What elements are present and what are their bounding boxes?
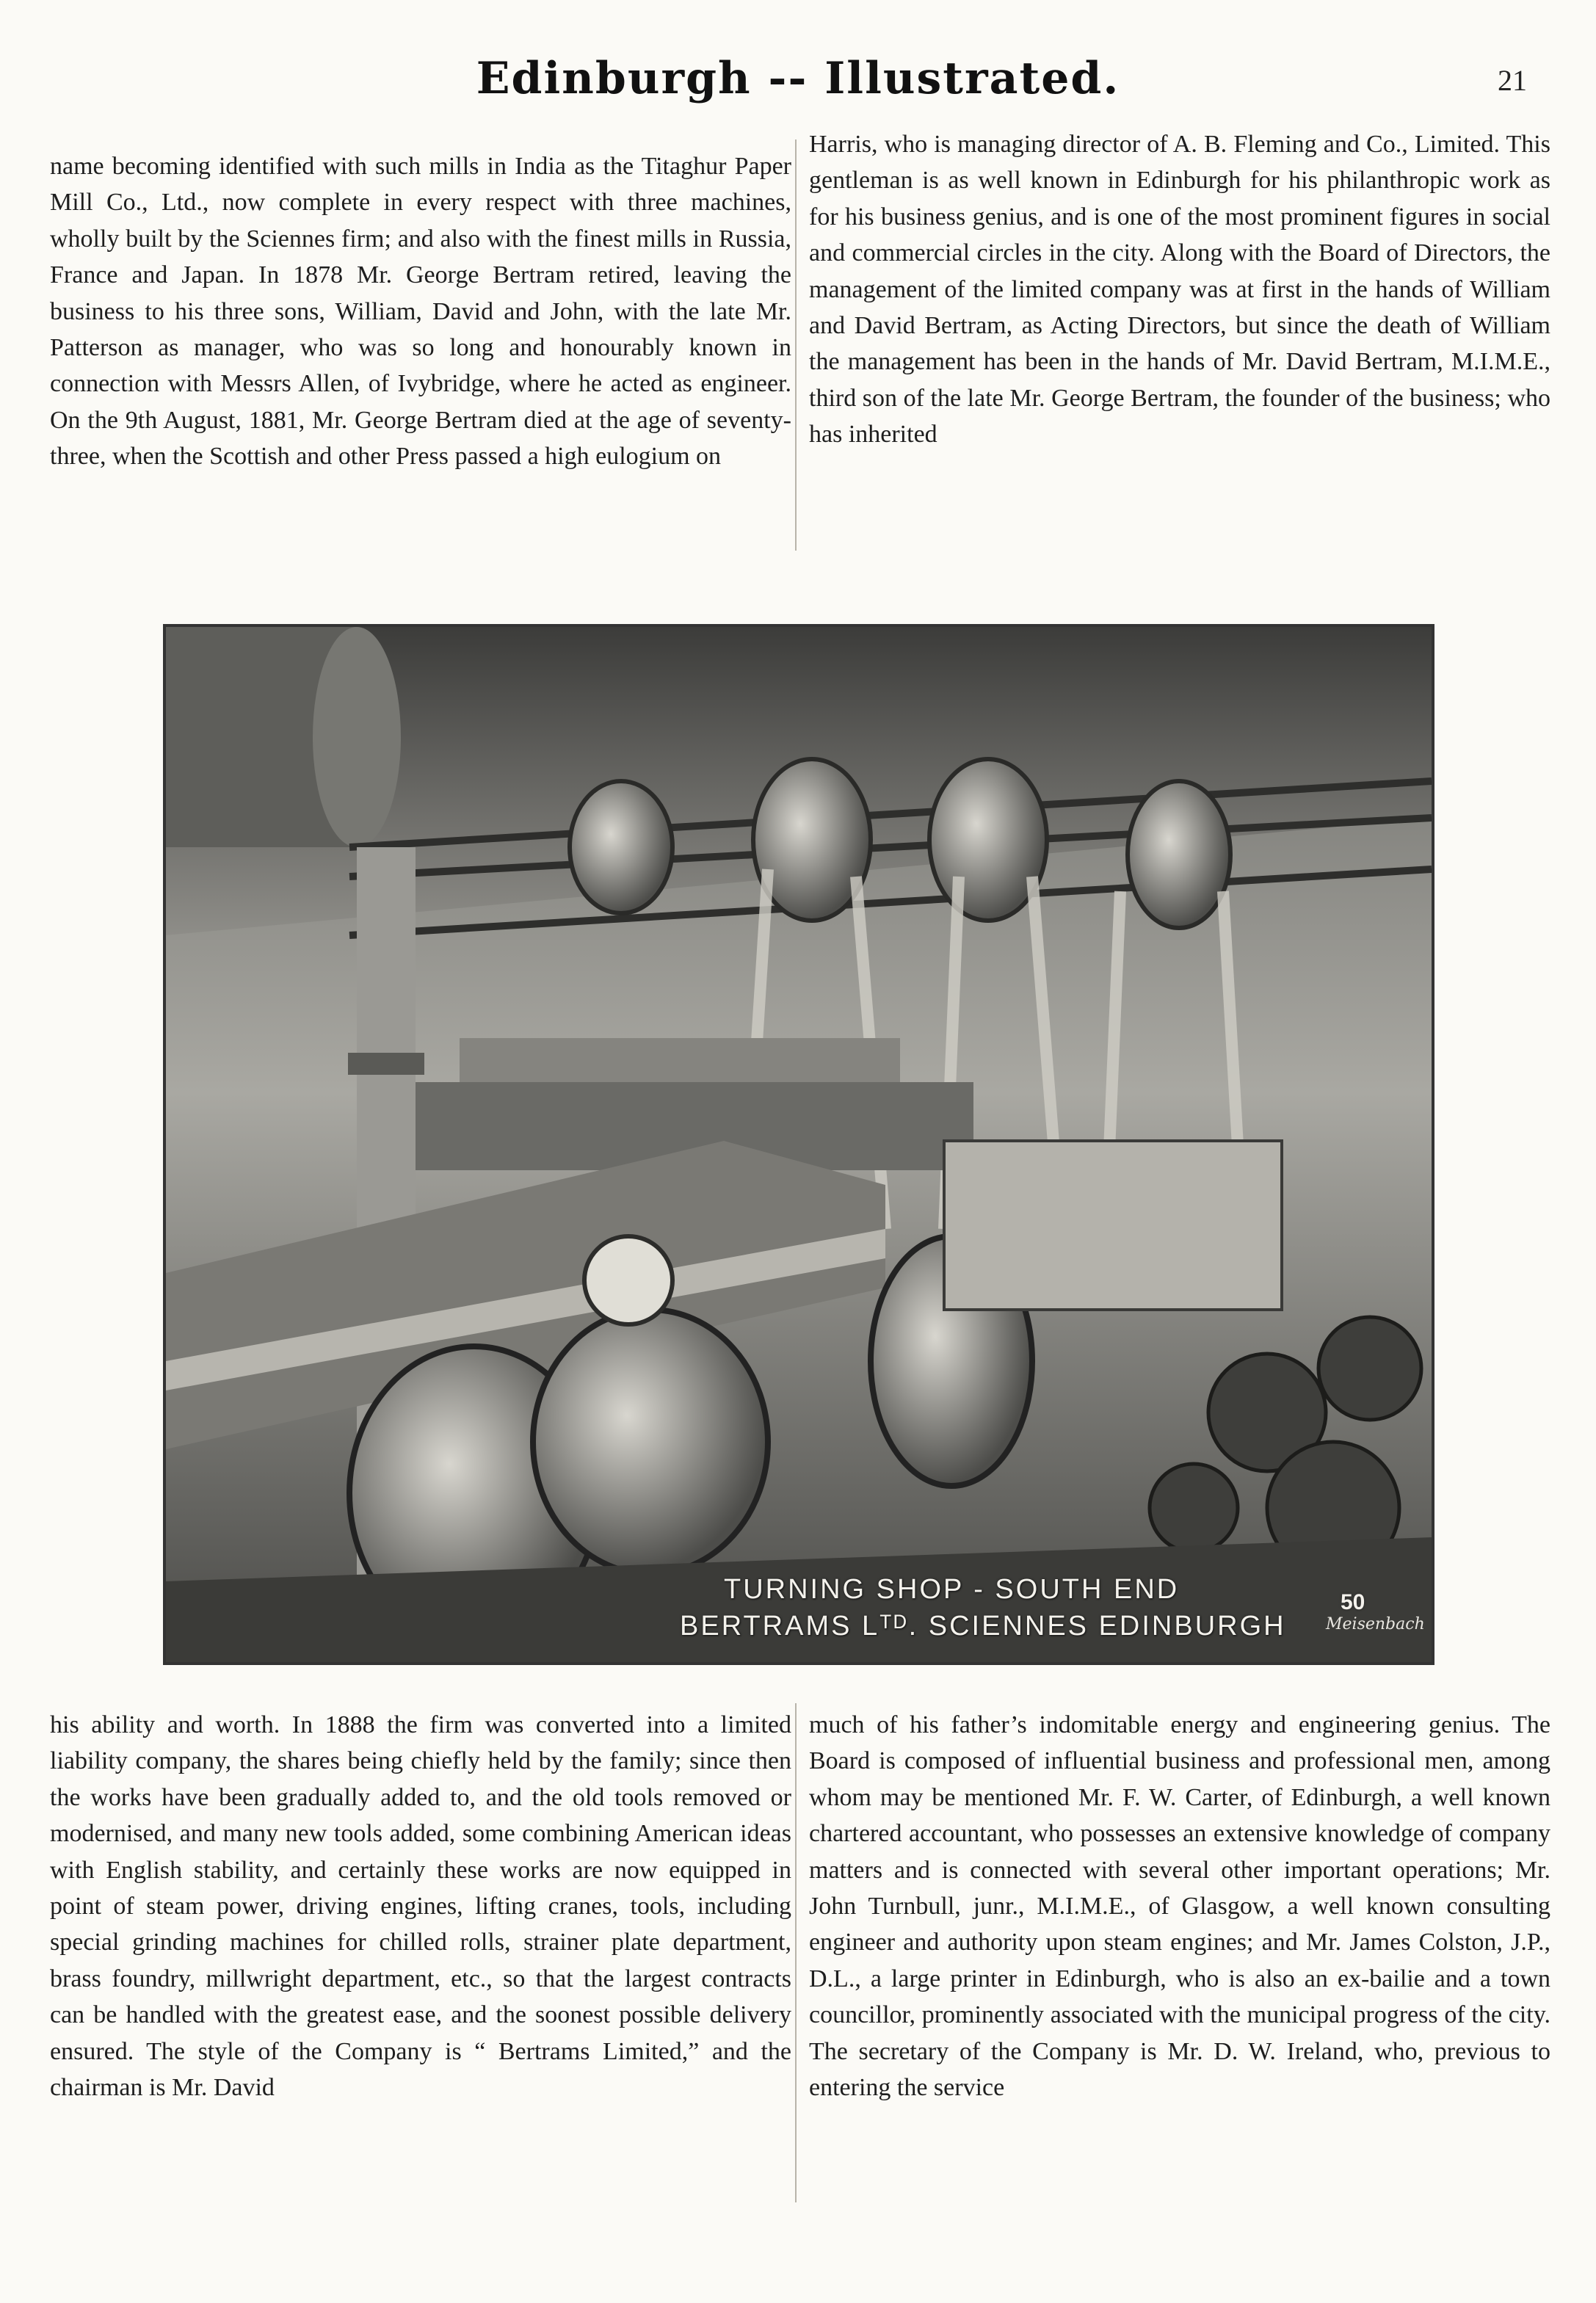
masthead-title: Edinburgh -- Illustrated. — [476, 53, 1120, 104]
paragraph: name becoming identified with such mills in India as the Titaghur Paper Mill Co., Ltd., now complete in every respect with three machines, wholly built by the Sciennes firm; and also with the finest mills in Russia, France and Japan. In 1878 Mr. George Bertram retired, leaving the business to his three sons, William, David and John, with the late Mr. Patterson as manager, who was so long and honourably known in connection with Messrs Allen, of Ivybridge, where he acted as engineer. On the 9th August, 1881, Mr. George Bertram died at the age of seventy-three, when the Scottish and other Press passed a high eulogium on — [50, 153, 791, 471]
paragraph: Harris, who is managing director of A. B. Fleming and Co., Limited. This gentleman is as well known in Edinburgh for his philanthropic work as for his business genius, and is one of the most prominent figures in social and commercial circles in the city. Along with the Board of Directors, the management of the limited company was at first in the hands of William and David Bertram, as Acting Directors, but since the death of William the management has been in the hands of Mr. David Bertram, M.I.M.E., third son of the late Mr. George Bertram, the founder of the business; who has inherited — [809, 131, 1550, 449]
engraver-signature: Meisenbach — [1326, 1615, 1425, 1633]
photograph-turning-shop — [163, 624, 1434, 1665]
plate-number: 50 — [1341, 1590, 1365, 1614]
paragraph: much of his father’s indomitable energy and engineering genius. The Board is composed of influential business and professional men, among whom may be mentioned Mr. F. W. Carter, of Edinburgh, a well known chartered accountant, who possesses an extensive knowledge of company matters and is connected with several other important operations; Mr. John Turnbull, junr., M.I.M.E., of Glasgow, a well known consulting engineer and authority upon steam engines; and Mr. James Colston, J.P., D.L., a large printer in Edinburgh, who is also an ex-bailie and a town councillor, prominently associated with the municipal progress of the city. The secretary of the Company is Mr. D. W. Ireland, who, previous to entering the service — [809, 1711, 1550, 2102]
text-column-bottom-right — [809, 1707, 1550, 2106]
paragraph: his ability and worth. In 1888 the firm was converted into a limited liability company, the shares being chiefly held by the family; since then the works have been gradually added to, and the old tools removed or modernised, and many new tools added, some combining American ideas with English stability, and certainly these works are now equipped in point of steam power, driving engines, lifting cranes, tools, including special grinding machines for chilled rolls, strainer plate department, brass foundry, millwright department, etc., so that the largest contracts can be handled with the greatest ease, and the soonest possible delivery ensured. The style of the Company is “ Bertrams Limited,” and the chairman is Mr. David — [50, 1711, 791, 2102]
text-column-top-right — [809, 126, 1550, 453]
figure-caption-subtitle: BERTRAMS Lᵀᴰ. SCIENNES EDINBURGH — [680, 1611, 1286, 1642]
text-column-top-left — [50, 148, 791, 475]
factory-interior-illustration — [166, 627, 1432, 1662]
column-divider — [795, 1703, 797, 2202]
column-divider — [795, 139, 797, 551]
figure-caption-title: TURNING SHOP - SOUTH END — [724, 1574, 1180, 1605]
page-number: 21 — [1498, 64, 1527, 97]
text-column-bottom-left — [50, 1707, 791, 2106]
